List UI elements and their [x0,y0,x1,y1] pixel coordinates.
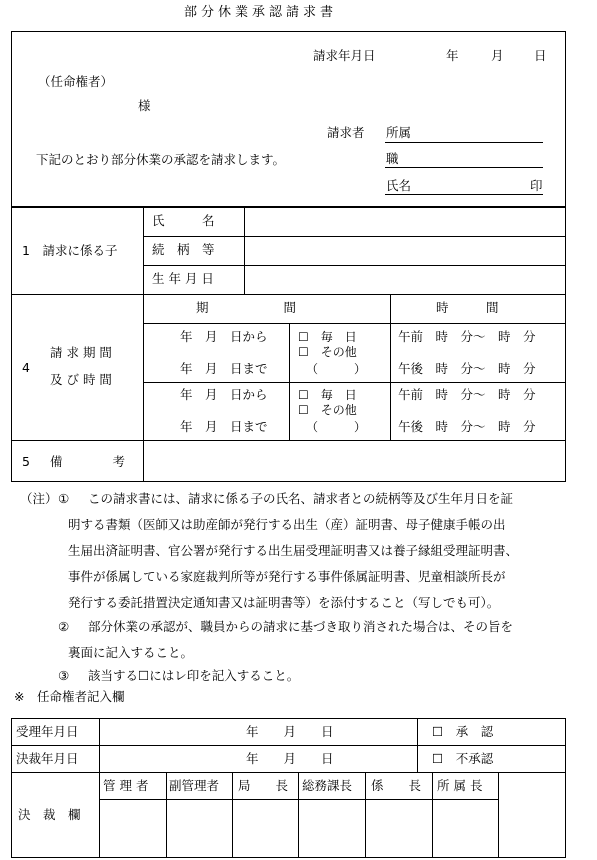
section4-number: 4 [22,360,30,375]
note1-number: ① [58,491,70,506]
decided-date-label: 決裁年月日 [16,751,79,766]
period1-to: 年 月 日まで [180,361,268,376]
note1-line1: この請求書には、請求に係る子の氏名、請求者との続柄等及び生年月日を証 [88,491,514,506]
position-label: 職 [386,151,399,166]
period1-other-paren: （ ） [306,362,367,376]
appointer-section-heading: ※ 任命権者記入欄 [14,689,125,704]
period2-other-checkbox[interactable]: ☐ その他 [298,403,357,417]
date-year: 年 [446,48,459,63]
child-relation-label: 続 柄 等 [152,242,215,257]
date-day: 日 [534,48,547,63]
request-date-label: 請求年月日 [313,48,376,63]
period-header: 期 間 [196,300,297,315]
period1-everyday-checkbox[interactable]: ☐ 毎 日 [298,330,357,344]
period2-am-time: 午前 時 分～ 時 分 [398,387,536,402]
received-date-label: 受理年月日 [16,724,79,739]
sama-label: 様 [138,98,151,113]
period1-am-time: 午前 時 分～ 時 分 [398,329,536,344]
section4-label-1: 請 求 期 間 [50,345,112,360]
remarks-label: 備 考 [50,454,126,469]
note2-number: ② [58,619,70,634]
date-month: 月 [491,48,504,63]
period1-from: 年 月 日から [180,329,268,344]
period2-everyday-checkbox[interactable]: ☐ 毎 日 [298,388,357,402]
requester-label: 請求者 [327,125,365,140]
period1-other-checkbox[interactable]: ☐ その他 [298,345,357,359]
header-box [11,31,566,207]
note3-number: ③ [58,668,70,683]
decision-label: 決 裁 欄 [18,807,81,822]
period2-to: 年 月 日まで [180,419,268,434]
note3-line: 該当する☐にはレ印を記入すること。 [88,668,300,683]
affiliation-label: 所属 [386,125,412,140]
period1-pm-time: 午後 時 分～ 時 分 [398,361,536,376]
period2-from: 年 月 日から [180,387,268,402]
child-name-field[interactable] [250,211,560,233]
name-field[interactable] [385,194,543,195]
seal-mark: 印 [530,178,543,193]
child-birthdate-field[interactable] [250,269,560,291]
section1-label: 1 請求に係る子 [22,243,118,258]
stamp-header-chief: 係 長 [371,778,422,793]
child-birthdate-label: 生 年 月 日 [152,271,214,286]
disapprove-checkbox[interactable]: ☐ 不承認 [432,751,494,766]
child-name-label: 氏 名 [152,213,215,228]
approve-checkbox[interactable]: ☐ 承 認 [432,724,494,739]
note1-line3: 生届出済証明書、官公署が発行する出生届受理証明書又は養子縁組受理証明書、 [68,543,519,558]
note1-line5: 発行する委託措置決定通知書又は証明書等）を添付すること（写しでも可）。 [68,595,500,610]
note1-line2: 明する書類（医師又は助産師が発行する出生（産）証明書、母子健康手帳の出 [68,517,506,532]
note1-line4: 事件が係属している家庭裁判所等が発行する事件係属証明書、児童相談所長が [68,569,506,584]
stamp-header-department-head: 所 属 長 [437,778,483,793]
stamp-header-director: 局 長 [238,778,289,793]
intro-text: 下記のとおり部分休業の承認を請求します。 [36,152,286,167]
affiliation-field[interactable] [385,142,543,143]
section4-label-2: 及 び 時 間 [50,372,112,387]
child-relation-field[interactable] [250,240,560,262]
note2-line1: 部分休業の承認が、職員からの請求に基づき取り消された場合は、その旨を [88,619,514,634]
position-field[interactable] [385,167,543,168]
appointer-table [11,718,566,858]
decided-date-value[interactable]: 年 月 日 [246,751,334,766]
name-label: 氏名 [386,178,412,193]
stamp-header-manager: 管 理 者 [103,778,149,793]
period2-other-paren: （ ） [306,420,367,434]
period2-pm-time: 午後 時 分～ 時 分 [398,419,536,434]
received-date-value[interactable]: 年 月 日 [246,724,334,739]
time-header: 時 間 [436,300,499,315]
remarks-field[interactable] [150,445,560,477]
page-title: 部分休業承認請求書 [184,5,338,20]
stamp-header-deputy-manager: 副管理者 [169,778,220,793]
note-mark: （注） [20,491,58,506]
appointer-label: （任命権者） [38,74,114,89]
section5-number: 5 [22,454,30,469]
stamp-header-general-affairs: 総務課長 [302,778,353,793]
note2-line2: 裏面に記入すること。 [68,645,194,660]
